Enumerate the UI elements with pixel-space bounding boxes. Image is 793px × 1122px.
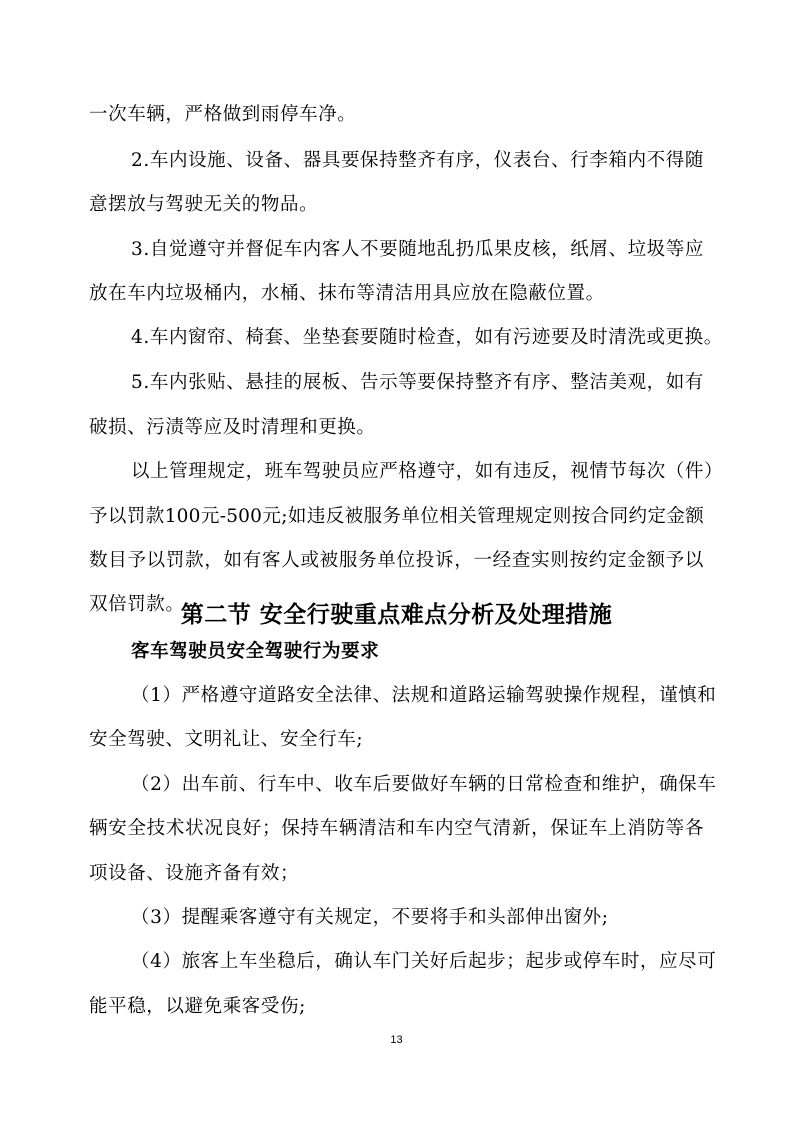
paragraph-line: 4.车内窗帘、椅套、坐垫套要随时检查，如有污迹要及时清洗或更换。 (131, 327, 723, 348)
requirement-line: （3）提醒乘客遵守有关规定，不要将手和头部伸出窗外; (131, 907, 609, 928)
requirement-line: （4）旅客上车坐稳后，确认车门关好后起步；起步或停车时，应尽可 (131, 951, 717, 972)
requirement-line: 能平稳，以避免乘客受伤; (89, 996, 306, 1017)
requirement-line: 项设备、设施齐备有效； (89, 863, 300, 884)
paragraph-line: 5.车内张贴、悬挂的展板、告示等要保持整齐有序、整洁美观，如有 (131, 372, 704, 393)
paragraph-line: 意摆放与驾驶无关的物品。 (89, 194, 319, 215)
paragraph-line: 数目予以罚款，如有客人或被服务单位投诉，一经查实则按约定金额予以 (89, 550, 704, 571)
paragraph-line: 予以罚款100元-500元;如违反被服务单位相关管理规定则按合同约定金额 (89, 506, 704, 527)
paragraph-line: 一次车辆，严格做到雨停车净。 (89, 104, 357, 125)
requirement-line: 辆安全技术状况良好；保持车辆清洁和车内空气清新，保证车上消防等各 (89, 818, 704, 839)
requirement-line: （1）严格遵守道路安全法律、法规和道路运输驾驶操作规程，谨慎和 (131, 685, 717, 706)
paragraph-line: 双倍罚款。 (89, 594, 185, 615)
section-heading: 第二节 安全行驶重点难点分析及处理措施 (180, 602, 613, 628)
paragraph-line: 破损、污渍等应及时清理和更换。 (89, 417, 376, 438)
paragraph-line: 3.自觉遵守并督促车内客人不要随地乱扔瓜果皮核，纸屑、垃圾等应 (131, 239, 704, 260)
requirement-line: （2）出车前、行车中、收车后要做好车辆的日常检查和维护，确保车 (131, 774, 717, 795)
paragraph-line: 以上管理规定，班车驾驶员应严格遵守，如有违反，视情节每次（件） (131, 461, 724, 482)
requirement-line: 安全驾驶、文明礼让、安全行车; (89, 729, 364, 750)
paragraph-line: 放在车内垃圾桶内，水桶、抹布等清洁用具应放在隐蔽位置。 (89, 283, 605, 304)
paragraph-line: 2.车内设施、设备、器具要保持整齐有序，仪表台、行李箱内不得随 (131, 150, 704, 171)
subheading: 客车驾驶员安全驾驶行为要求 (131, 641, 380, 662)
page-number: 13 (390, 1034, 403, 1046)
